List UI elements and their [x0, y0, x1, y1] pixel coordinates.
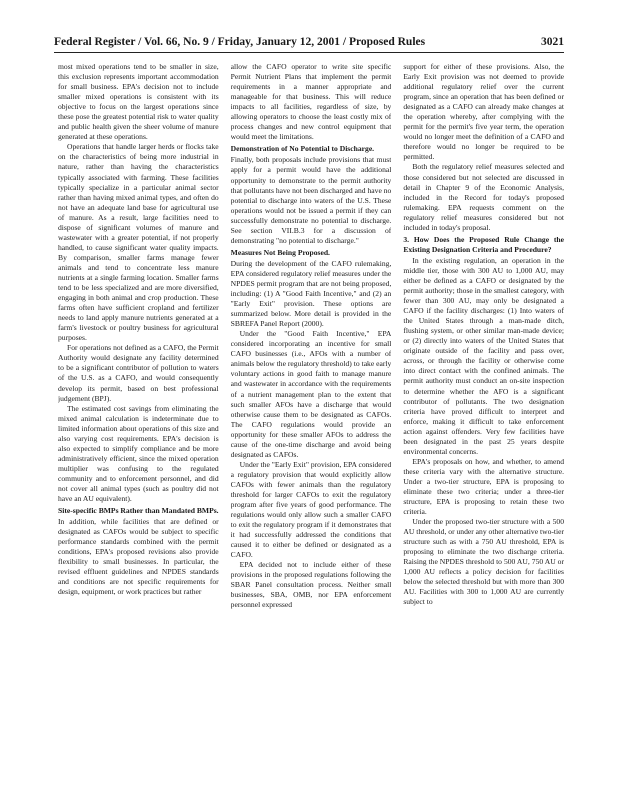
body-paragraph: Under the "Good Faith Incentive," EPA considered incorporating an incentive for small CAFO businesses (i.e., AFOs with a number of animals below the regulatory threshold) to take early voluntary actions in good faith to manage manure and wastewater in accordance with the requirements of a nutrient management plan to the extent that such smaller AFOs have a discharge that would otherwise cause them to be designated as CAFOs. The CAFO regulations would provide an opportunity for these smaller AFOs to address the cause of the one-time discharge and avoid being designated as CAFOs.: [230, 329, 392, 459]
page-number: 3021: [541, 36, 564, 48]
section-heading: Demonstration of No Potential to Discharge.: [230, 144, 375, 154]
text-columns: [58, 62, 564, 792]
column-2: [231, 62, 392, 792]
body-paragraph: In the existing regulation, an operation in the middle tier, those with 300 AU to 1,000 AU, may either be defined as a CAFO or designated by the permit authority; those in the smallest category, with fewer than 300 AU, may only be designated a CAFO if the facility discharges: (1) Into waters of the United States through a man-made ditch, flushing system, or other similar man-made device; or (2) directly into waters of the United States that originate outside of the facility and pass over, across, or through the facility or otherwise come into direct contact with the confined animals. The permit authority must conduct an on-site inspection to determine whether the AFO is a significant contributor of pollutants. The two designation criteria have proved difficult to interpret and enforce, making it difficult to take enforcement action against offenders. Very few facilities have been designated in the past 25 years despite environmental concerns.: [403, 255, 565, 456]
body-paragraph: For operations not defined as a CAFO, the Permit Authority would designate any facility determined to be a significant contributor of pollution to waters of the U.S. as a CAFO, and would consequently develop its permit, based on best professional judgement (BPJ).: [58, 343, 219, 403]
header-rule: [54, 52, 564, 53]
body-paragraph: Under the proposed two-tier structure with a 500 AU threshold, or under any other alternative two-tier structure such as with a 750 AU threshold, EPA is proposing to eliminate the two discharge criteria. Raising the NPDES threshold to 500 AU, 750 AU or 1,000 AU reflects a policy decision for facilities below the selected threshold but with more than 300 AU. Facilities with 300 to 1,000 AU are currently subject to: [403, 517, 565, 607]
body-paragraph: allow the CAFO operator to write site specific Permit Nutrient Plans that implement the permit requirements in a manner appropriate and manageable for that business. This will reduce impacts to all facilities, regardless of size, by allowing operators to choose the least costly mix of process changes and new control equipment that would meet the limitations.: [230, 62, 392, 142]
body-paragraph: In addition, while facilities that are defined or designated as CAFOs would be subject to specific performance standards combined with the permit conditions, EPA's proposed revisions also provide flexibility to small businesses. In particular, the revised effluent guidelines and NPDES standards and conditions are not specific requirements for design, equipment, or work practices but rather: [58, 517, 219, 597]
body-paragraph: The estimated cost savings from eliminating the mixed animal calculation is indeterminate due to limited information about operations of this size and also varying cost requirements. EPA's decision is also expected to simplify compliance and be more administratively efficient, since the mixed operation multiplier was confusing to the regulated community and to enforcement personnel, and did not cover all animal types (such as poultry did not have an AU equivalent).: [58, 403, 219, 504]
body-paragraph: EPA decided not to include either of these provisions in the proposed regulations following the SBAR Panel consultation process. Neither small businesses, SBA, OMB, nor EPA enforcement personnel expressed: [230, 560, 392, 610]
body-paragraph: Both the regulatory relief measures selected and those considered but not selected are discussed in detail in Chapter 9 of the Economic Analysis, included in the Record for today's proposed rulemaking. EPA requests comment on the regulatory relief measures considered but not included in today's proposal.: [403, 162, 565, 232]
column-3: [403, 62, 564, 792]
body-paragraph: During the development of the CAFO rulemaking, EPA considered regulatory relief measures under the NPDES permit program that are not being proposed, including: (1) A "Good Faith Incentive," and (2) an "Early Exit" provision. These options are summarized below. More detail is provided in the SBREFA Panel Report (2000).: [230, 258, 392, 329]
body-paragraph: Finally, both proposals include provisions that must apply for a permit would have the additional opportunity to demonstrate to the permit authority that pollutants have not been discharged and have no potential to discharge into waters of the U.S. These operations would not be issued a permit if they can successfully demonstrate no potential to discharge. See section VII.B.3 for a discussion of demonstrating "no potential to discharge.": [230, 155, 392, 245]
section-heading: Site-specific BMPs Rather than Mandated BMPs.: [58, 506, 219, 516]
body-paragraph: support for either of these provisions. Also, the Early Exit provision was not deemed to provide additional regulatory relief over the current program, since an operation that has been defined or designated as a CAFO can already make changes at the operation whereby, after complying with the permit for the permit's five year term, the operation would no longer meet the definition of a CAFO and therefore would no longer be required to be permitted.: [403, 62, 565, 162]
body-paragraph: Operations that handle larger herds or flocks take on the characteristics of being more industrial in nature, rather than having the characteristics typically associated with farming. These facilities typically specialize in a particular animal sector rather than having mixed animal types, and often do not have an adequate land base for agricultural use of manure. As a result, large facilities need to dispose of significant volumes of manure and wastewater with a greater potential, if not properly handled, to cause significant water quality impacts. By comparison, smaller farms manage fewer animals and tend to concentrate less manure nutrients at a single farming location. Smaller farms tend to be less specialized and are more diversified, engaging in both animal and crop production. These farms often have sufficient cropland and fertilizer needs to land apply manure nutrients generated at a farm's livestock or poultry business for agricultural purposes.: [58, 142, 219, 343]
section-heading: Measures Not Being Proposed.: [230, 247, 330, 257]
body-paragraph: Under the "Early Exit" provision, EPA considered a regulatory provision that would explicitly allow CAFOs with fewer animals than the regulatory threshold for larger CAFOs to exit the regulatory program after five years of good performance. The regulations would only allow such a smaller CAFO to exit the regulatory program if it demonstrates that it had successfully addressed the conditions that caused it to either be defined or designated as a CAFO.: [230, 459, 392, 560]
column-1: [58, 62, 219, 792]
body-paragraph: most mixed operations tend to be smaller in size, this exclusion represents important accommodation for small business. EPA's decision not to include smaller mixed operations is consistent with its objective to focus on the largest operations since these pose the greatest potential risk to water quality and public health given the sheer volume of manure generated at these operations.: [58, 62, 219, 142]
running-header: [54, 36, 564, 48]
header-title: Federal Register / Vol. 66, No. 9 / Friday, January 12, 2001 / Proposed Rules: [54, 36, 426, 48]
body-paragraph: EPA's proposals on how, and whether, to amend these criteria vary with the alternative structure. Under a two-tier structure, EPA is proposing to eliminate these two criteria; under a three-tier structure, EPA is proposing to retain these two criteria.: [403, 456, 565, 517]
section-heading: 3. How Does the Proposed Rule Change the Existing Designation Criteria and Procedure?: [403, 234, 565, 254]
